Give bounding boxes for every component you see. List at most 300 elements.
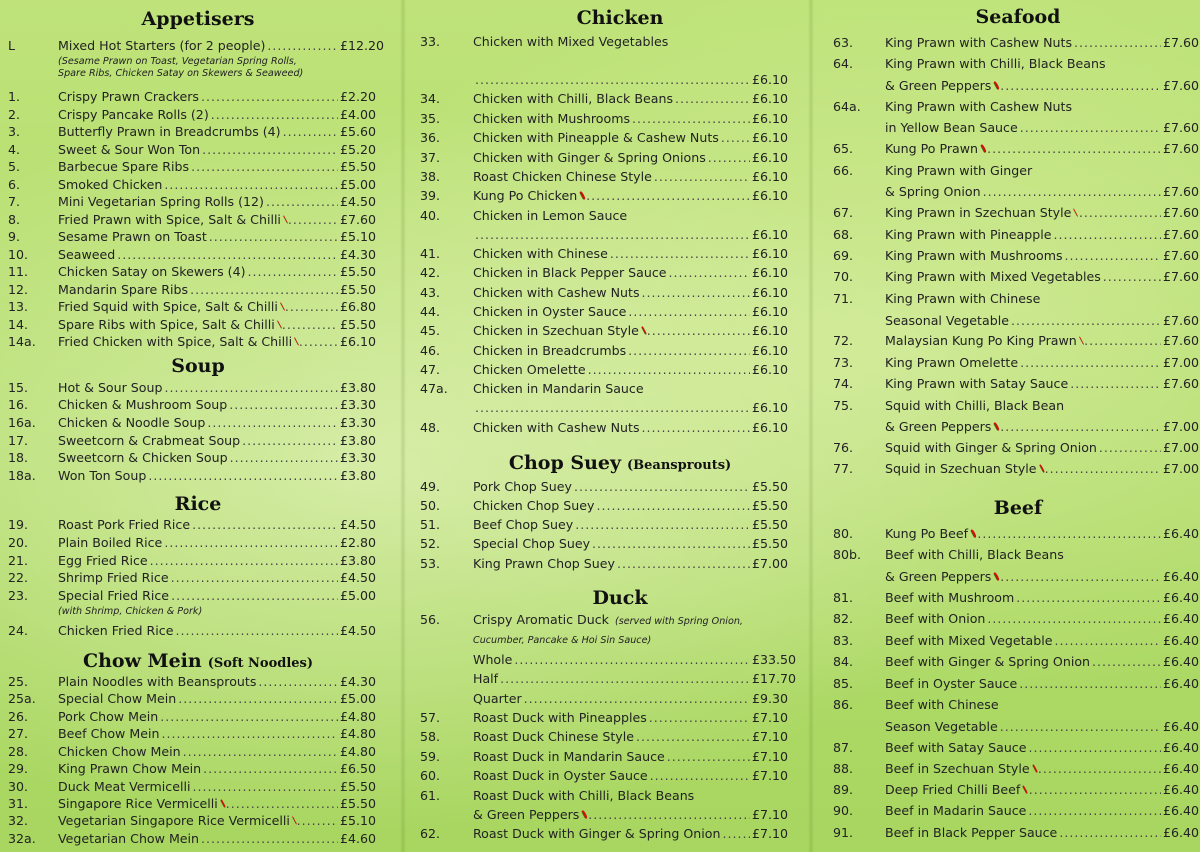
item-number: 12. [8, 282, 29, 297]
item-description [473, 71, 750, 88]
dot-leader [1020, 354, 1161, 371]
item-name: Beef with Mixed Vegetable [885, 633, 1053, 648]
item-number: 50. [420, 498, 441, 513]
menu-item [833, 226, 1200, 243]
menu-item [833, 418, 1200, 435]
item-name: Sesame Prawn on Toast [58, 229, 207, 244]
dot-leader [209, 228, 338, 245]
item-price: £4.30 [340, 674, 377, 689]
item-name: Half [473, 671, 499, 686]
item-name: King Prawn with Chilli, Black Beans [885, 56, 1106, 71]
item-name: Kung Po Chicken [473, 188, 578, 203]
item-description [473, 767, 750, 784]
item-price: £3.30 [340, 397, 377, 412]
item-number: 64a. [833, 99, 861, 114]
dot-leader [574, 478, 750, 495]
item-price: £7.60 [1163, 376, 1200, 391]
item-price: £5.10 [340, 813, 377, 828]
item-price: £6.10 [752, 323, 789, 338]
item-description [473, 207, 790, 224]
item-description [58, 449, 338, 466]
item-price: £6.10 [752, 111, 789, 126]
item-number: 24. [8, 623, 29, 638]
item-number: 25. [8, 674, 29, 689]
item-number: 91. [833, 825, 854, 840]
item-name: Crispy Pancake Rolls (2) [58, 107, 209, 122]
item-name: Season Vegetable [885, 719, 998, 734]
item-price: £5.50 [340, 282, 377, 297]
item-name: Chicken Satay on Skewers (4) [58, 264, 246, 279]
dot-leader [1065, 247, 1161, 264]
menu-item [833, 610, 1200, 627]
dot-leader [647, 322, 750, 339]
section-subtitle: (Soft Noodles) [207, 656, 314, 671]
item-number: 62. [420, 826, 441, 841]
menu-item [8, 778, 378, 795]
item-description [58, 795, 338, 812]
item-number: 66. [833, 163, 854, 178]
menu-item [833, 568, 1200, 585]
item-description [885, 312, 1161, 329]
dot-leader [1038, 760, 1161, 777]
item-price: £7.00 [1163, 419, 1200, 434]
item-description [885, 375, 1161, 392]
item-price: £5.50 [340, 796, 377, 811]
item-price: £7.00 [752, 556, 789, 571]
item-name: Beef Chow Mein [58, 726, 160, 741]
item-description [885, 183, 1161, 200]
item-description [58, 743, 338, 760]
dot-leader [242, 432, 338, 449]
item-name: Vegetarian Chow Mein [58, 831, 200, 846]
menu-item [8, 141, 378, 158]
item-name: Kung Po Prawn [885, 141, 978, 156]
section-title-text: Appetisers [141, 8, 255, 30]
item-price: £6.40 [1163, 825, 1200, 840]
item-name: Special Fried Rice [58, 588, 170, 603]
item-price: £4.00 [340, 107, 377, 122]
menu-item [833, 332, 1200, 349]
menu-item [833, 34, 1200, 51]
item-number: 29. [8, 761, 29, 776]
item-number: 82. [833, 611, 854, 626]
item-description [885, 247, 1161, 264]
item-description [885, 354, 1161, 371]
item-name: Beef in Black Pepper Sauce [885, 825, 1058, 840]
dot-leader [178, 690, 338, 707]
item-description [473, 806, 750, 823]
item-number: 65. [833, 141, 854, 156]
item-description [885, 397, 1200, 414]
menu-item [833, 525, 1200, 542]
item-number: 56. [420, 612, 441, 627]
item-name: Chicken & Noodle Soup [58, 415, 206, 430]
item-name: Pork Chop Suey [473, 479, 572, 494]
item-description [885, 696, 1200, 713]
menu-item [8, 622, 378, 639]
item-description [473, 226, 750, 243]
item-number: 4. [8, 142, 21, 157]
dot-leader [299, 333, 338, 350]
item-name: in Yellow Bean Sauce [885, 120, 1018, 135]
item-name: Beef in Madarin Sauce [885, 803, 1027, 818]
item-price: £4.60 [340, 831, 377, 846]
item-name: Chicken in Lemon Sauce [473, 208, 628, 223]
item-price: £7.10 [752, 826, 789, 841]
item-number: 13. [8, 299, 29, 314]
item-number: 30. [8, 779, 29, 794]
item-description [58, 690, 338, 707]
menu-item [420, 264, 790, 281]
item-description [885, 781, 1161, 798]
item-price: £9.30 [752, 691, 789, 706]
item-description [58, 281, 338, 298]
menu-item [8, 211, 378, 228]
item-name: Chicken with Chinese [473, 246, 608, 261]
item-name: Chicken in Breadcrumbs [473, 343, 627, 358]
item-price: £7.60 [1163, 227, 1200, 242]
item-description [58, 158, 338, 175]
dot-leader [987, 140, 1161, 157]
menu-item [8, 467, 378, 484]
item-description [885, 119, 1161, 136]
dot-leader [283, 123, 338, 140]
menu-item [833, 546, 1200, 563]
item-name: Sweetcorn & Chicken Soup [58, 450, 228, 465]
menu-item [8, 246, 378, 263]
item-description [58, 414, 338, 431]
item-description [58, 778, 338, 795]
item-name: Chicken with Pineapple & Cashew Nuts [473, 130, 719, 145]
dot-leader [586, 187, 750, 204]
item-number: 76. [833, 440, 854, 455]
item-description [58, 193, 338, 210]
dot-leader [1079, 204, 1161, 221]
dot-leader [267, 37, 338, 54]
dot-leader [575, 516, 750, 533]
item-description [885, 718, 1161, 735]
item-description [885, 653, 1161, 670]
item-price: £4.80 [340, 744, 377, 759]
item-number: 59. [420, 749, 441, 764]
menu-item [8, 106, 378, 123]
item-description [58, 37, 338, 54]
item-name: Fried Prawn with Spice, Salt & Chilli [58, 212, 281, 227]
item-price: £7.60 [1163, 333, 1200, 348]
item-description [58, 88, 338, 105]
chili-icon [579, 191, 586, 200]
item-description [885, 98, 1200, 115]
item-price: £5.00 [340, 691, 377, 706]
item-price: £6.10 [752, 304, 789, 319]
dot-leader [1011, 312, 1161, 329]
item-price: £6.10 [752, 285, 789, 300]
item-price: £5.50 [340, 159, 377, 174]
item-description [885, 418, 1161, 435]
item-description [58, 298, 338, 315]
dot-leader [1103, 268, 1161, 285]
item-name: & Green Peppers [473, 807, 580, 822]
item-price: £5.50 [752, 517, 789, 532]
item-description [473, 535, 750, 552]
item-number: 2. [8, 107, 21, 122]
item-number: 7. [8, 194, 21, 209]
dot-leader [1084, 332, 1161, 349]
item-number: 61. [420, 788, 441, 803]
item-description [473, 748, 750, 765]
item-price: £6.10 [340, 334, 377, 349]
item-number: 40. [420, 208, 441, 223]
item-description [885, 140, 1161, 157]
menu-item [420, 361, 790, 378]
item-number: 88. [833, 761, 854, 776]
item-name: Kung Po Beef [885, 526, 969, 541]
item-price: £7.60 [1163, 120, 1200, 135]
menu-item-option [420, 651, 797, 668]
section-title [171, 355, 225, 377]
item-description [473, 33, 790, 50]
chili-icon [993, 81, 1000, 90]
item-number: 5. [8, 159, 21, 174]
dot-leader [150, 552, 338, 569]
dot-leader [596, 497, 750, 514]
dot-leader [1070, 375, 1161, 392]
item-name: Singapore Rice Vermicelli [58, 796, 218, 811]
dot-leader [722, 825, 750, 842]
item-number: 64. [833, 56, 854, 71]
dot-leader [266, 193, 338, 210]
menu-item [420, 110, 790, 127]
item-description [473, 187, 750, 204]
item-description [473, 90, 750, 107]
item-description [885, 55, 1200, 72]
menu-item [420, 129, 790, 146]
section-title-text: Chow Mein [82, 650, 202, 672]
item-price: £6.10 [752, 72, 789, 87]
item-number: 81. [833, 590, 854, 605]
item-price: £6.40 [1163, 590, 1200, 605]
item-name: Fried Squid with Spice, Salt & Chilli [58, 299, 278, 314]
section-title-text: Seafood [975, 6, 1061, 28]
item-name: Spare Ribs with Spice, Salt & Chilli [58, 317, 275, 332]
item-name: Roast Pork Fried Rice [58, 517, 191, 532]
menu-item [8, 760, 378, 777]
dot-leader [207, 414, 338, 431]
item-description [473, 361, 750, 378]
item-number: 32. [8, 813, 29, 828]
section-title [142, 8, 255, 30]
item-number: 41. [420, 246, 441, 261]
item-description [58, 622, 338, 639]
item-note: Cucumber, Pancake & Hoi Sin Sauce) [473, 635, 652, 646]
item-description [58, 725, 338, 742]
menu-item [833, 653, 1200, 670]
chili-icon [993, 572, 1000, 581]
menu-item [420, 535, 790, 552]
item-name: Sweet & Sour Won Ton [58, 142, 201, 157]
item-number: 69. [833, 248, 854, 263]
item-number: 15. [8, 380, 29, 395]
dot-leader [1055, 632, 1162, 649]
item-name: King Prawn in Szechuan Style [885, 205, 1072, 220]
item-description [473, 670, 750, 687]
menu-item [8, 396, 378, 413]
item-description [473, 825, 750, 842]
item-price: £6.10 [752, 362, 789, 377]
item-name: Chicken Chow Mein [58, 744, 181, 759]
item-number: 27. [8, 726, 29, 741]
item-name: Roast Duck with Chilli, Black Beans [473, 788, 695, 803]
item-description [58, 316, 338, 333]
menu-item [8, 743, 378, 760]
dot-leader [514, 651, 750, 668]
menu-item [420, 342, 790, 359]
chili-icon [970, 529, 977, 539]
item-price: £3.80 [340, 380, 377, 395]
item-price: £7.60 [1163, 78, 1200, 93]
dot-leader [248, 263, 338, 280]
menu-item [833, 675, 1200, 692]
item-price: £5.00 [340, 588, 377, 603]
item-description [58, 432, 338, 449]
menu-item [833, 140, 1200, 157]
item-price: £6.40 [1163, 633, 1200, 648]
item-description [885, 77, 1161, 94]
menu-item [833, 802, 1200, 819]
item-description [885, 568, 1161, 585]
item-number: 23. [8, 588, 29, 603]
item-name: Beef in Szechuan Style [885, 761, 1030, 776]
section-title-text: Beef [993, 497, 1043, 519]
item-price: £7.00 [1163, 355, 1200, 370]
item-number: 80. [833, 526, 854, 541]
dot-leader [175, 622, 338, 639]
menu-item [420, 90, 790, 107]
item-description [885, 589, 1161, 606]
item-price: £7.60 [1163, 205, 1200, 220]
dot-leader [708, 149, 750, 166]
item-description [885, 610, 1161, 627]
menu-column-right [833, 0, 1200, 852]
dot-leader [203, 760, 338, 777]
item-price: £5.60 [340, 124, 377, 139]
item-number: 44. [420, 304, 441, 319]
item-number: 22. [8, 570, 29, 585]
item-number: 53. [420, 556, 441, 571]
item-description [473, 611, 790, 630]
item-price: £5.50 [752, 498, 789, 513]
menu-item [420, 303, 790, 320]
dot-leader [201, 830, 338, 847]
item-price: £6.10 [752, 265, 789, 280]
item-number: 45. [420, 323, 441, 338]
item-description [58, 760, 338, 777]
item-number: 77. [833, 461, 854, 476]
item-name: Special Chow Mein [58, 691, 177, 706]
dot-leader [148, 467, 338, 484]
item-description [885, 226, 1161, 243]
menu-item [8, 228, 378, 245]
item-price: £6.10 [752, 150, 789, 165]
menu-item [833, 739, 1200, 756]
item-description [885, 460, 1161, 477]
item-number: 8. [8, 212, 21, 227]
dot-leader [171, 587, 338, 604]
item-price: £6.40 [1163, 740, 1200, 755]
dot-leader [628, 342, 750, 359]
item-description [58, 396, 338, 413]
item-price: £17.70 [752, 671, 797, 686]
item-price: £4.50 [340, 570, 377, 585]
item-price: £6.10 [752, 188, 789, 203]
item-number: 9. [8, 229, 21, 244]
item-name: Beef Chop Suey [473, 517, 574, 532]
item-name: Squid with Chilli, Black Bean [885, 398, 1065, 413]
item-number: 67. [833, 205, 854, 220]
item-price: £7.10 [752, 710, 789, 725]
item-name: Duck Meat Vermicelli [58, 779, 191, 794]
dot-leader [1020, 119, 1161, 136]
item-number: 20. [8, 535, 29, 550]
menu-item [8, 263, 378, 280]
item-name: Plain Noodles with Beansprouts [58, 674, 257, 689]
item-name: & Green Peppers [885, 419, 992, 434]
item-name: Seaweed [58, 247, 116, 262]
item-name: Seasonal Vegetable [885, 313, 1009, 328]
section-title [83, 650, 313, 672]
item-price: £4.80 [340, 709, 377, 724]
item-price: £6.10 [752, 246, 789, 261]
item-name: Chicken with Mushrooms [473, 111, 631, 126]
menu-column-left [8, 0, 385, 852]
item-price: £6.10 [752, 169, 789, 184]
dot-leader [588, 806, 750, 823]
item-number: 68. [833, 227, 854, 242]
item-number: 47. [420, 362, 441, 377]
item-note: Spare Ribs, Chicken Satay on Skewers & Seaweed) [58, 68, 304, 79]
menu-item [8, 516, 378, 533]
item-description [58, 587, 338, 604]
item-name: Chicken with Cashew Nuts [473, 285, 640, 300]
item-description [885, 675, 1161, 692]
menu-item [8, 673, 378, 690]
menu-item [833, 55, 1200, 72]
item-description [473, 478, 750, 495]
item-description [58, 333, 338, 350]
chili-icon [993, 422, 1000, 431]
item-number: 31. [8, 796, 29, 811]
item-number: 84. [833, 654, 854, 669]
item-price: £6.40 [1163, 719, 1200, 734]
dot-leader [642, 419, 750, 436]
menu-item [8, 281, 378, 298]
item-price: £5.50 [340, 264, 377, 279]
dot-leader [669, 264, 750, 281]
item-name: Chicken with Cashew Nuts [473, 420, 640, 435]
item-price: £7.60 [1163, 313, 1200, 328]
item-description [885, 268, 1161, 285]
item-number: 11. [8, 264, 29, 279]
dot-leader [1000, 418, 1161, 435]
menu-item [8, 449, 378, 466]
item-description [473, 322, 750, 339]
item-number: 16a. [8, 415, 36, 430]
item-description [58, 516, 338, 533]
dot-leader [1000, 568, 1161, 585]
menu-item [833, 183, 1200, 200]
item-description [473, 419, 750, 436]
item-name: Chicken in Black Pepper Sauce [473, 265, 667, 280]
